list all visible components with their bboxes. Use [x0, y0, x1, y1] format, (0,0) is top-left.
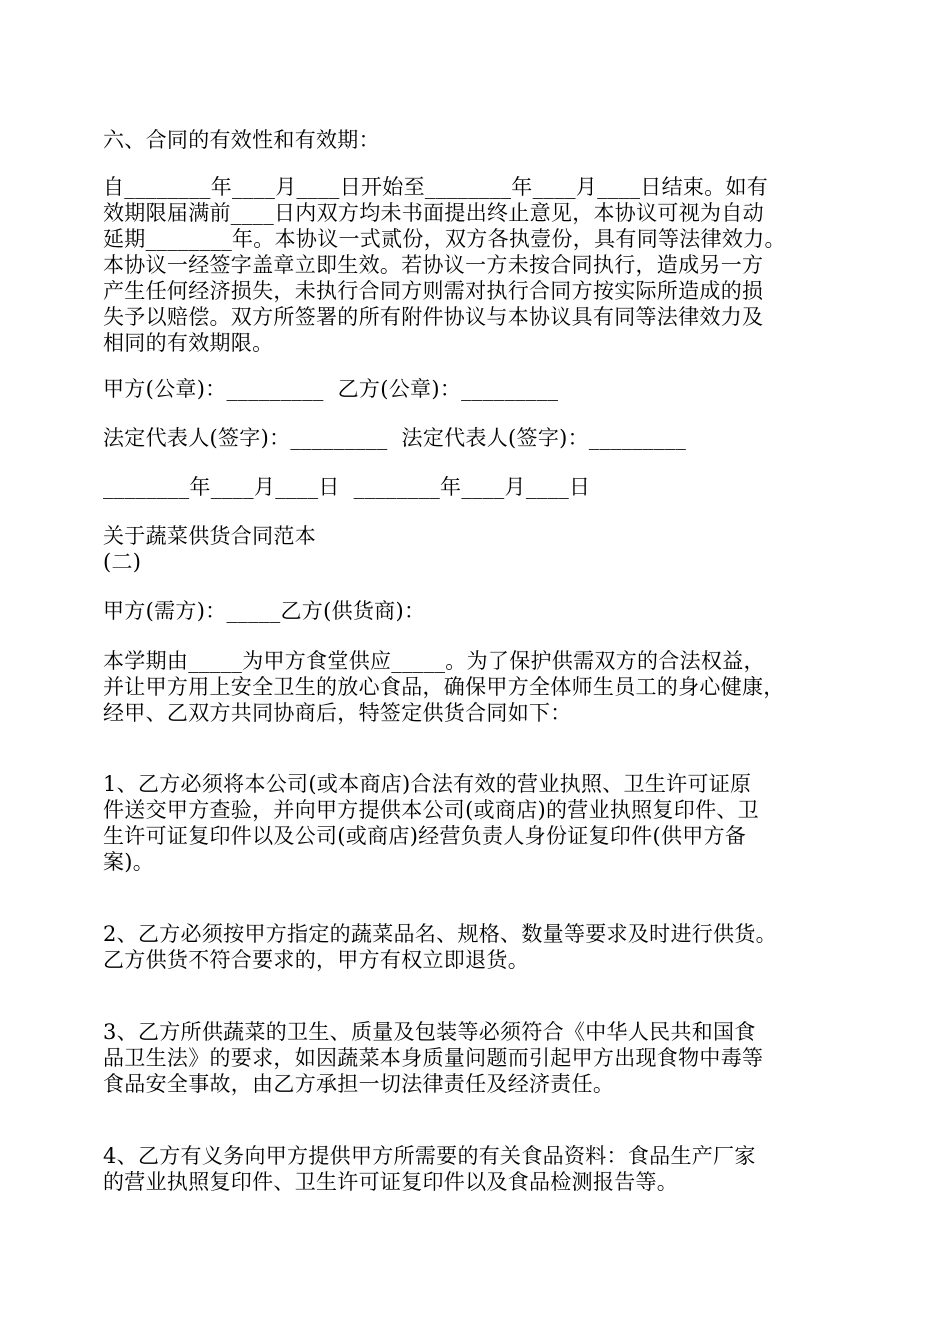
- seal-signature-line: 甲方(公章)：_________ 乙方(公章)：_________: [103, 377, 559, 401]
- validity-text-line: 本协议一经签字盖章立即生效。若协议一方未按合同执行，造成另一方: [103, 253, 764, 277]
- validity-text-line: 失予以赔偿。双方所签署的所有附件协议与本协议具有同等法律效力及: [103, 305, 764, 329]
- clause-1-line: 1、乙方必须将本公司(或本商店)合法有效的营业执照、卫生许可证原: [103, 772, 752, 796]
- document-title: 关于蔬菜供货合同范本: [103, 524, 316, 548]
- validity-text-line: 延期________年。本协议一式贰份，双方各执壹份，具有同等法律效力。: [103, 227, 786, 251]
- clause-4-line: 的营业执照复印件、卫生许可证复印件以及食品检测报告等。: [103, 1170, 679, 1194]
- validity-text-line: 相同的有效期限。: [103, 331, 274, 355]
- clause-4-line: 4、乙方有义务向甲方提供甲方所需要的有关食品资料：食品生产厂家: [103, 1144, 756, 1168]
- document-subtitle: (二): [103, 550, 142, 574]
- clause-1-line: 件送交甲方查验，并向甲方提供本公司(或商店)的营业执照复印件、卫: [103, 798, 759, 822]
- clause-1-line: 案)。: [103, 850, 155, 874]
- validity-text-line: 自________年____月____日开始至________年____月____日结束。如有: [103, 175, 769, 199]
- parties-line: 甲方(需方)：_____乙方(供货商)：: [103, 599, 426, 623]
- clause-2-line: 乙方供货不符合要求的，甲方有权立即退货。: [103, 948, 529, 972]
- validity-text-line: 产生任何经济损失，未执行合同方则需对执行合同方按实际所造成的损: [103, 279, 764, 303]
- date-line: ________年____月____日 ________年____月____日: [103, 475, 591, 499]
- clause-3-line: 食品安全事故，由乙方承担一切法律责任及经济责任。: [103, 1072, 615, 1096]
- clause-1-line: 生许可证复印件以及公司(或商店)经营负责人身份证复印件(供甲方备: [103, 824, 747, 848]
- clause-3-line: 3、乙方所供蔬菜的卫生、质量及包装等必须符合《中华人民共和国食: [103, 1020, 756, 1044]
- clause-2-line: 2、乙方必须按甲方指定的蔬菜品名、规格、数量等要求及时进行供货。: [103, 922, 777, 946]
- representative-signature-line: 法定代表人(签字)：_________ 法定代表人(签字)：_________: [103, 426, 687, 450]
- clause-3-line: 品卫生法》的要求，如因蔬菜本身质量问题而引起甲方出现食物中毒等: [103, 1046, 764, 1070]
- intro-text-line: 并让甲方用上安全卫生的放心食品，确保甲方全体师生员工的身心健康，: [103, 675, 785, 699]
- intro-text-line: 本学期由_____为甲方食堂供应_____。为了保护供需双方的合法权益，: [103, 649, 765, 673]
- validity-text-line: 效期限届满前____日内双方均未书面提出终止意见，本协议可视为自动: [103, 201, 764, 225]
- section-heading: 六、合同的有效性和有效期：: [103, 128, 380, 152]
- intro-text-line: 经甲、乙双方共同协商后，特签定供货合同如下：: [103, 701, 572, 725]
